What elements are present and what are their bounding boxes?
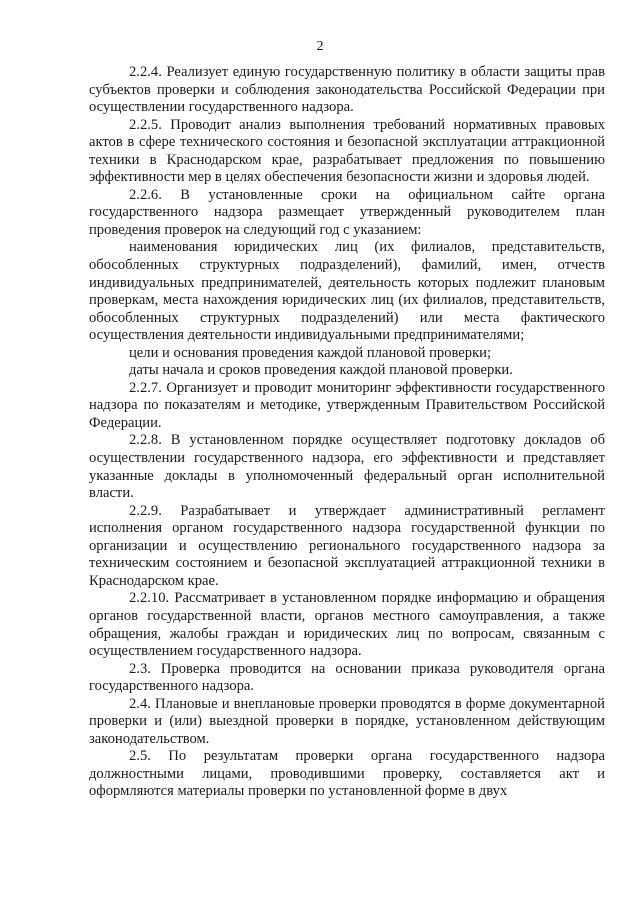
list-item-dates: даты начала и сроков проведения каждой плановой проверки. [129, 362, 513, 379]
paragraph-2-2-4: 2.2.4. Реализует единую государственную политику в области защиты прав субъектов проверки и соблюдения законодательства Российской Федерации при осуществлении государственного надзора. [89, 64, 605, 116]
paragraph-2-2-10: 2.2.10. Рассматривает в установленном порядке информацию и обращения органов государственной власти, органов местного самоуправления, а также обращения, жалобы граждан и юридических лиц по вопросам, связанным с осуществлением государственного надзора. [89, 590, 605, 660]
paragraph-2-4: 2.4. Плановые и внеплановые проверки проводятся в форме документарной проверки и (или) выездной проверки в порядке, установленном действующим законодательством. [89, 695, 605, 747]
page-number: 2 [316, 39, 324, 54]
paragraph-2-2-7: 2.2.7. Организует и проводит мониторинг эффективности государственного надзора по показателям и методике, утвержденным Правительством Российской Федерации. [89, 379, 605, 431]
paragraph-2-5: 2.5. По результатам проверки органа государственного надзора должностными лицами, проводившими проверку, составляется акт и оформляются материалы проверки по установленной форме в двух [89, 748, 605, 800]
list-item-goals: цели и основания проведения каждой плановой проверки; [129, 344, 492, 361]
document-body [89, 64, 605, 801]
paragraph-2-2-5: 2.2.5. Проводит анализ выполнения требований нормативных правовых актов в сфере технического состояния и безопасной эксплуатации аттракционной техники в Краснодарском крае, разрабатывает предложения по повышению эффективности мер в целях обеспечения безопасности жизни и здоровья людей. [89, 116, 605, 186]
list-item-names: наименования юридических лиц (их филиалов, представительств, обособленных структурных подразделений), фамилий, имен, отчеств индивидуальных предпринимателей, деятельность которых подлежит плановым проверкам, места нахождения юридических лиц (их филиалов, представительств, обособленных структурных подразделений) или места фактического осуществления деятельности индивидуальными предпринимателями; [89, 239, 605, 344]
paragraph-2-3: 2.3. Проверка проводится на основании приказа руководителя органа государственного надзора. [89, 660, 605, 695]
paragraph-2-2-6: 2.2.6. В установленные сроки на официальном сайте органа государственного надзора размещает утвержденный руководителем план проведения проверок на следующий год с указанием: [89, 186, 605, 238]
paragraph-2-2-9: 2.2.9. Разрабатывает и утверждает административный регламент исполнения органом государственного надзора государственной функции по организации и осуществлению регионального государственного надзора за техническим состоянием и безопасной эксплуатацией аттракционной техники в Краснодарском крае. [89, 502, 605, 589]
paragraph-2-2-8: 2.2.8. В установленном порядке осуществляет подготовку докладов об осуществлении государственного надзора, его эффективности и представляет указанные доклады в уполномоченный федеральный орган исполнительной власти. [89, 432, 605, 502]
